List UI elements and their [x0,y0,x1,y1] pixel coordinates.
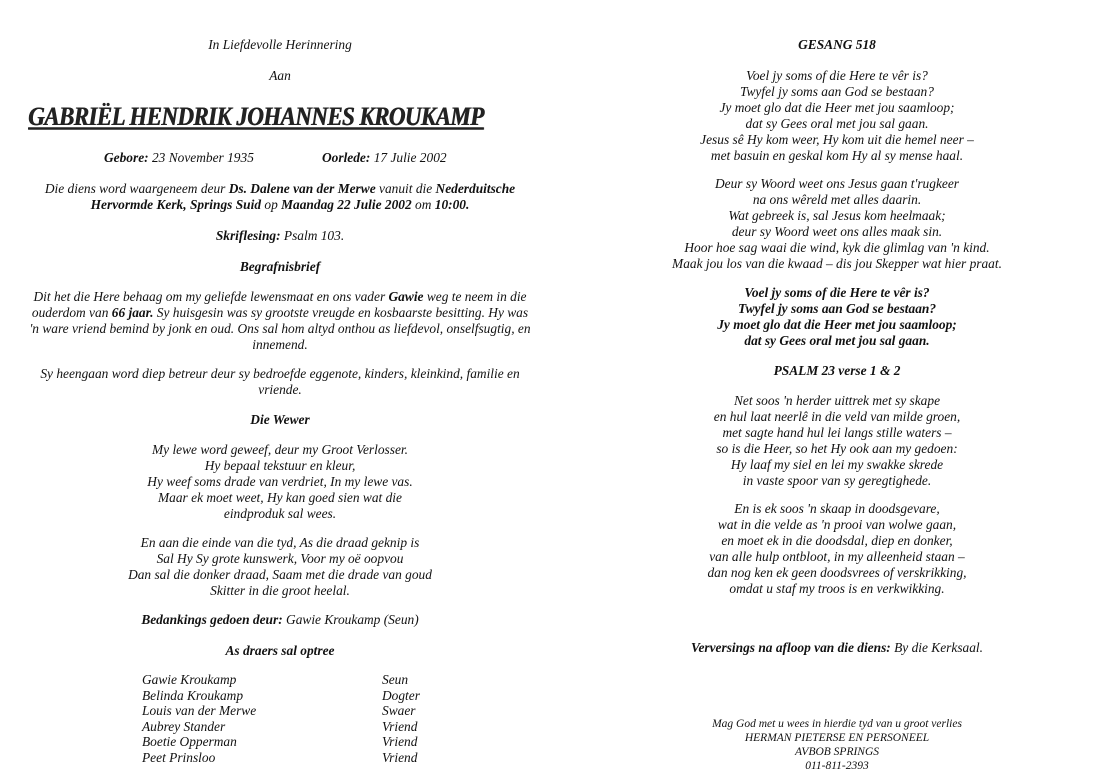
refreshments-line: Verversings na afloop van die diens: By die Kerksaal. [691,640,983,655]
verse-line: wat in die velde as 'n prooi van wolwe gaan, [717,517,957,532]
hymn-chorus [560,285,1114,349]
verse-line: Voel jy soms of die Here te vêr is? [744,285,930,300]
verse-line: Maar ek moet weet, Hy kan goed sien wat die [158,490,402,505]
thanks-line: Bedankings gedoen deur: Gawie Kroukamp (Seun) [141,612,419,627]
verse-line: Hy weef soms drade van verdriet, In my lewe vas. [147,474,413,489]
list-item: Aubrey Stander Vriend [142,718,418,734]
hymn-verse-1 [560,68,1114,164]
verse-line: Hy laaf my siel en lei my swakke skrede [730,457,944,472]
list-item: Louis van der Merwe Swaer [142,703,416,719]
deceased-name: GABRIËL HENDRIK JOHANNES KROUKAMP [28,102,484,131]
verse-line: Dan sal die donker draad, Saam met die drade van goud [128,567,432,582]
born-date: Gebore: 23 November 1935 [104,150,254,165]
verse-line: Maak jou los van die kwaad – dis jou Skepper wat hier praat. [672,256,1002,271]
verse-line: na ons wêreld met alles daarin. [752,192,922,207]
list-item: Belinda Kroukamp Dogter [142,687,420,703]
verse-line: en hul laat neerlê in die veld van milde groen, [713,409,961,424]
verse-line: Wat gebreek is, sal Jesus kom heelmaak; [728,208,946,223]
verse-line: eindproduk sal wees. [223,506,337,521]
bearers-list [142,672,442,766]
footer-notice [560,717,1114,773]
verse-line: Jy moet glo dat die Heer met jou saamloop; [719,100,955,115]
verse-line: dat sy Gees oral met jou sal gaan. [744,333,930,348]
to-label: Aan [269,68,291,83]
verse-line: van alle hulp ontbloot, in my alleenheid staan – [709,549,965,564]
psalm-verse-1 [560,393,1114,489]
verse-line: En aan die einde van die tyd, As die draad geknip is [140,535,420,550]
hymn-title: GESANG 518 [798,37,876,52]
verse-line: so is die Heer, so het Hy ook aan my gedoen: [716,441,958,456]
verse-line: Hoor hoe sag waai die wind, kyk die glimlag van 'n kind. [684,240,990,255]
verse-line: Jy moet glo dat die Heer met jou saamloop; [717,317,957,332]
bearers-title: As draers sal optree [225,643,335,658]
funeral-letter: Dit het die Here behaag om my geliefde lewensmaat en ons vader Gawie weg te neem in die ouderdom van 66 jaar. Sy huisgesin was sy grootste vreugde en kosbaarste besitting. Hy was 'n ware vriend bemind by jonk en oud. Ons sal hom altyd onthou as liefdevol, onselfsugtig, en innemend. [29,289,531,352]
verse-line: met sagte hand hul lei langs stille waters – [722,425,952,440]
footer-line: 011-811-2393 [805,760,869,772]
footer-line: Mag God met u wees in hierdie tyd van u groot verlies [712,718,962,730]
scripture-reading: Skriflesing: Psalm 103. [215,228,345,243]
verse-line: omdat u staf my troos is en verkwikking. [729,581,945,596]
verse-line: Twyfel jy soms aan God se bestaan? [737,301,937,316]
verse-line: My lewe word geweef, deur my Groot Verlosser. [152,442,408,457]
list-item: Boetie Opperman Vriend [142,734,418,750]
psalm-title: PSALM 23 verse 1 & 2 [773,363,901,378]
verse-line: en moet ek in die doodsdal, diep en donker, [721,533,953,548]
verse-line: En is ek soos 'n skaap in doodsgevare, [734,501,940,516]
verse-line: Twyfel jy soms aan God se bestaan? [740,84,934,99]
verse-line: dan nog ken ek geen doodsvrees of verskrikking, [707,565,967,580]
list-item: Gawie Kroukamp Seun [142,672,409,687]
hymn-verse-2 [560,176,1114,272]
psalm-verse-2 [560,501,1114,597]
verse-line: deur sy Woord weet ons alles maak sin. [731,224,943,239]
verse-line: Deur sy Woord weet ons Jesus gaan t'rugkeer [715,176,959,191]
mourning-notice: Sy heengaan word diep betreur deur sy bedroefde eggenote, kinders, kleinkind, familie en vriende. [40,366,520,397]
verse-line: Jesus sê Hy kom weer, Hy kom uit die hemel neer – [700,132,974,147]
weaver-verse-1 [0,442,560,522]
weaver-title: Die Wewer [250,412,310,427]
verse-line: Voel jy soms of die Here te vêr is? [746,68,928,83]
list-item: Peet Prinsloo Vriend [142,749,418,765]
verse-line: dat sy Gees oral met jou sal gaan. [745,116,929,131]
footer-line: HERMAN PIETERSE EN PERSONEEL [744,732,930,744]
right-page [560,0,1114,773]
verse-line: in vaste spoor van sy geregtighede. [742,473,932,488]
service-details: Die diens word waargeneem deur Ds. Dalene van der Merwe vanuit die Nederduitsche Hervormde Kerk, Springs Suid op Maandag 22 Julie 2002 om 10:00. [44,181,516,212]
verse-line: Net soos 'n herder uittrek met sy skape [733,393,941,408]
in-memory-heading: In Liefdevolle Herinnering [208,37,352,52]
footer-line: AVBOB SPRINGS [794,746,880,758]
verse-line: Skitter in die groot heelal. [210,583,350,598]
verse-line: met basuin en geskal kom Hy al sy mense haal. [710,148,964,163]
verse-line: Hy bepaal tekstuur en kleur, [204,458,356,473]
verse-line: Sal Hy Sy grote kunswerk, Voor my oë oopvou [156,551,404,566]
weaver-verse-2 [0,535,560,599]
died-date: Oorlede: 17 Julie 2002 [322,150,447,165]
letter-title: Begrafnisbrief [239,259,321,274]
